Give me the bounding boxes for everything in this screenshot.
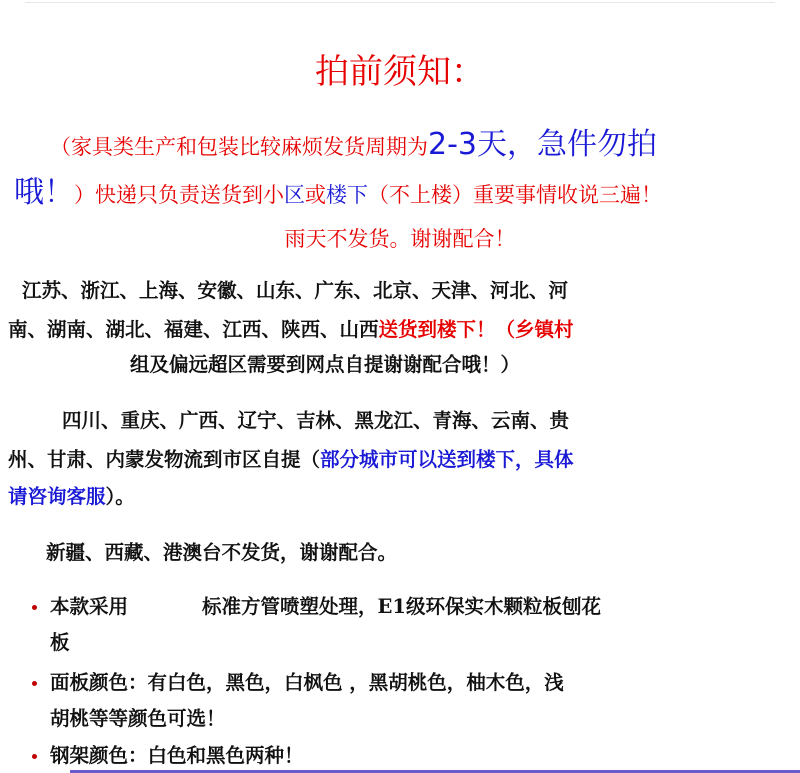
bullet-1-line-1 [50,590,601,624]
notice-shipping-cycle: （家具类生产和包装比较麻烦发货周期为 [50,135,428,159]
bullet-3-line-1: 钢架颜色：白色和黑色两种！ [50,744,304,767]
bullet-icon [32,754,37,759]
notice-no-upstairs: （不上楼）重要事情收说三遍！ [368,183,662,207]
region1-line-1: 江苏、浙江、上海、安徽、山东、广东、北京、天津、河北、河 [22,279,569,302]
region2-line-3 [8,480,135,514]
region2-delivery-note: 部分城市可以送到楼下，具体 [320,448,574,471]
region1-line-2 [8,313,574,347]
notice-line-2 [14,175,662,210]
bullet-icon [32,681,37,686]
top-divider [25,2,775,3]
region2-line-2 [8,443,574,477]
region2-provinces: 州、甘肃、内蒙发物流到市区自提（ [8,448,321,471]
notice-oh: 哦！ [14,175,74,210]
bullet-1-line-2: 板 [50,631,70,654]
notice-or: 或 [305,183,326,207]
bullet-icon [32,605,37,610]
bullet-2-line-2: 胡桃等等颜色可选！ [50,707,226,730]
region1-delivery-note: 送货到楼下！（乡镇村 [378,318,574,341]
notice-delivery: ）快递只负责送货到小 [74,183,284,207]
notice-urgent: 2-3天，急件勿拍 [428,127,657,162]
bullet-2-line-1: 面板颜色：有白色，黑色，白枫色 ，黑胡桃色，柚木色，浅 [50,671,564,694]
page-title: 拍前须知： [315,52,485,92]
notice-line-1 [50,127,657,162]
region1-line-3: 组及偏远超区需要到网点自提谢谢配合哦！） [130,353,521,376]
bullet-1-prefix: 本款采用 [50,595,129,618]
region1-provinces: 南、湖南、湖北、福建、江西、陕西、山西 [8,318,379,341]
region2-consult: 请咨询客服 [8,485,106,508]
notice-district: 区 [284,183,305,207]
region2-close: ）。 [105,485,135,508]
region3-line: 新疆、西藏、港澳台不发货，谢谢配合。 [46,541,398,564]
bullet-1-material: 标准方管喷塑处理，E1级环保实木颗粒板刨花 [202,595,601,618]
region2-line-1: 四川、重庆、广西、辽宁、吉林、黑龙江、青海、云南、贵 [62,409,570,432]
notice-rain: 雨天不发货。谢谢配合！ [284,227,516,251]
notice-downstairs: 楼下 [326,183,368,207]
